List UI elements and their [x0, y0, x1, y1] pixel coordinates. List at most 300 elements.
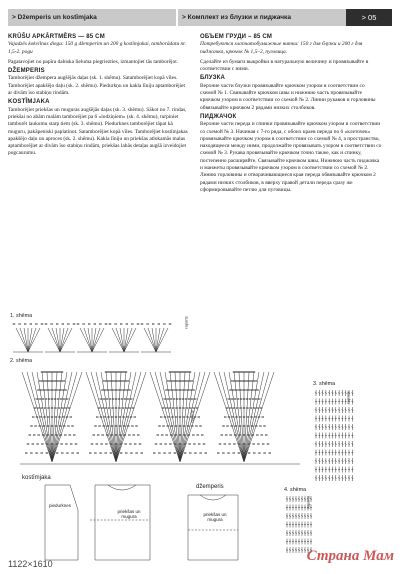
chain-mark	[147, 323, 149, 324]
chain-mark	[168, 389, 170, 390]
stitch-cross	[335, 393, 337, 394]
stitch-cross	[328, 418, 330, 419]
stitch-cross	[348, 427, 350, 428]
stitch-cross	[301, 533, 303, 534]
chain-mark	[44, 380, 46, 381]
chain-mark	[232, 416, 234, 417]
chain-mark	[177, 380, 179, 381]
header-left-title: > Džemperis un kostīmjaka	[8, 9, 176, 26]
chain-mark	[63, 398, 65, 399]
stitch-cross	[315, 427, 317, 428]
scheme1-label: 1. shēma	[10, 313, 33, 319]
chain-mark	[128, 389, 130, 390]
chain-mark	[66, 398, 68, 399]
chain-mark	[99, 425, 101, 426]
chain-mark	[30, 425, 32, 426]
chain-mark	[65, 407, 67, 408]
stitch-cross	[318, 401, 320, 402]
stitch-cross	[332, 427, 334, 428]
stitch-cross	[332, 410, 334, 411]
scheme2-diagram	[20, 371, 300, 464]
chain-mark	[27, 443, 29, 444]
chain-mark	[54, 407, 56, 408]
stitch-cross	[325, 469, 327, 470]
scheme3-diagram	[315, 390, 353, 481]
chain-mark	[64, 389, 66, 390]
chain-mark	[256, 434, 258, 435]
chain-mark	[192, 434, 194, 435]
stitch-cross	[304, 507, 306, 508]
page-number: > 05	[346, 9, 392, 26]
chain-mark	[184, 389, 186, 390]
chain-mark	[60, 398, 62, 399]
chain-mark	[41, 452, 43, 453]
sleeve-piece	[45, 485, 78, 560]
chain-mark	[152, 323, 154, 324]
chain-mark	[224, 416, 226, 417]
stitch-cross	[304, 524, 306, 525]
chain-mark	[126, 323, 128, 324]
fan-stitch	[124, 328, 132, 352]
stitch-cross	[307, 524, 309, 525]
chain-mark	[258, 398, 260, 399]
stitch-cross	[310, 524, 312, 525]
chain-mark	[83, 323, 85, 324]
chain-mark	[125, 443, 127, 444]
stitch-cross	[322, 427, 324, 428]
chain-mark	[69, 434, 71, 435]
stitch-cross	[292, 499, 294, 500]
stitch-cross	[328, 461, 330, 462]
stitch-cross	[298, 533, 300, 534]
chain-mark	[164, 398, 166, 399]
stitch-cross	[335, 435, 337, 436]
chain-mark	[163, 425, 165, 426]
chain-mark	[241, 380, 243, 381]
stitch-cross	[341, 427, 343, 428]
stitch-cross	[335, 410, 337, 411]
chain-mark	[24, 323, 26, 324]
chain-mark	[67, 425, 69, 426]
stitch-cross	[292, 524, 294, 525]
chain-mark	[137, 434, 139, 435]
stitch-cross	[307, 516, 309, 517]
scheme4-diagram	[286, 496, 312, 553]
chain-mark	[72, 452, 74, 453]
stitch-cross	[292, 533, 294, 534]
stitch-cross	[289, 524, 291, 525]
stitch-cross	[328, 401, 330, 402]
chain-mark	[105, 407, 107, 408]
chain-mark	[141, 452, 143, 453]
chain-mark	[136, 452, 138, 453]
chain-mark	[61, 407, 63, 408]
stitch-cross	[328, 393, 330, 394]
chain-mark	[96, 443, 98, 444]
stitch-cross	[345, 427, 347, 428]
chain-mark	[41, 323, 43, 324]
stitch-cross	[315, 478, 317, 479]
stitch-cross	[322, 418, 324, 419]
chain-mark	[182, 407, 184, 408]
chain-mark	[120, 323, 122, 324]
chain-mark	[264, 452, 266, 453]
chain-mark	[163, 323, 165, 324]
stitch-cross	[310, 499, 312, 500]
chain-mark	[118, 398, 120, 399]
chain-mark	[256, 389, 258, 390]
chain-mark	[254, 416, 256, 417]
chain-mark	[193, 443, 195, 444]
stitch-cross	[325, 478, 327, 479]
stitch-cross	[318, 435, 320, 436]
chain-mark	[48, 389, 50, 390]
chain-mark	[265, 434, 267, 435]
size-heading: ОБЪЕМ ГРУДИ – 85 CM	[200, 34, 273, 40]
stitch-cross	[351, 418, 353, 419]
chain-mark	[101, 443, 103, 444]
stitch-cross	[335, 452, 337, 453]
chain-mark	[97, 434, 99, 435]
chain-mark	[62, 323, 64, 324]
stitch-cross	[322, 393, 324, 394]
chain-mark	[93, 434, 95, 435]
chain-mark	[40, 416, 42, 417]
chain-mark	[259, 425, 261, 426]
chain-mark	[48, 398, 50, 399]
chain-mark	[157, 434, 159, 435]
chain-mark	[197, 434, 199, 435]
chain-mark	[267, 443, 269, 444]
chain-mark	[73, 323, 75, 324]
chain-mark	[56, 323, 58, 324]
scheme3-label: 3. shēma	[313, 381, 336, 387]
chain-mark	[201, 434, 203, 435]
stitch-cross	[318, 427, 320, 428]
chain-mark	[248, 389, 250, 390]
chain-mark	[255, 425, 257, 426]
stitch-cross	[341, 469, 343, 470]
chain-mark	[231, 380, 233, 381]
sweater-pattern-label: džemperis	[196, 484, 224, 490]
chain-mark	[64, 434, 66, 435]
stitch-cross	[351, 393, 353, 394]
fan-stitch	[60, 328, 68, 352]
chain-mark	[193, 407, 195, 408]
stitch-cross	[341, 461, 343, 462]
chain-mark	[94, 425, 96, 426]
chain-mark	[246, 407, 248, 408]
stitch-cross	[318, 418, 320, 419]
chain-mark	[165, 443, 167, 444]
stitch-cross	[328, 444, 330, 445]
stitch-cross	[332, 452, 334, 453]
stitch-cross	[295, 550, 297, 551]
stitch-cross	[335, 469, 337, 470]
chain-mark	[126, 416, 128, 417]
stitch-cross	[301, 550, 303, 551]
chain-mark	[129, 443, 131, 444]
chain-mark	[238, 389, 240, 390]
chain-mark	[127, 398, 129, 399]
chain-mark	[130, 398, 132, 399]
stitch-cross	[338, 469, 340, 470]
stitch-cross	[301, 499, 303, 500]
image-size-watermark: 1122×1610	[8, 559, 53, 569]
chain-mark	[252, 398, 254, 399]
chain-mark	[71, 425, 73, 426]
chain-mark	[261, 434, 263, 435]
chain-mark	[182, 398, 184, 399]
chain-mark	[205, 452, 207, 453]
chain-mark	[186, 380, 188, 381]
chain-mark	[109, 323, 111, 324]
chain-mark	[191, 398, 193, 399]
chain-mark	[222, 425, 224, 426]
chain-mark	[228, 398, 230, 399]
stitch-cross	[332, 478, 334, 479]
stitch-cross	[315, 469, 317, 470]
stitch-cross	[322, 469, 324, 470]
chain-mark	[42, 380, 44, 381]
stitch-cross	[295, 507, 297, 508]
chain-mark	[240, 407, 242, 408]
chain-mark	[163, 452, 165, 453]
fan-stitch	[148, 328, 156, 352]
stitch-cross	[315, 461, 317, 462]
chain-mark	[41, 407, 43, 408]
chain-mark	[134, 443, 136, 444]
chain-mark	[49, 380, 51, 381]
stitch-cross	[318, 393, 320, 394]
stitch-cross	[338, 410, 340, 411]
chain-mark	[94, 323, 96, 324]
chain-mark	[120, 452, 122, 453]
stitch-cross	[322, 478, 324, 479]
stitch-cross	[325, 401, 327, 402]
chain-mark	[73, 434, 75, 435]
stitch-cross	[348, 401, 350, 402]
stitch-cross	[325, 410, 327, 411]
stitch-cross	[338, 401, 340, 402]
stitch-cross	[307, 499, 309, 500]
stitch-cross	[304, 499, 306, 500]
chain-mark	[198, 416, 200, 417]
stitch-cross	[335, 427, 337, 428]
fan-stitch	[156, 328, 164, 352]
stitch-cross	[341, 410, 343, 411]
chain-mark	[118, 407, 120, 408]
chain-mark	[122, 380, 124, 381]
stitch-cross	[315, 435, 317, 436]
stitch-cross	[315, 444, 317, 445]
chain-mark	[101, 407, 103, 408]
stitch-cross	[307, 541, 309, 542]
fan-stitch	[28, 328, 36, 352]
stitch-cross	[335, 461, 337, 462]
chain-mark	[58, 380, 60, 381]
stitch-cross	[304, 516, 306, 517]
sleeve-label: piedurknes	[48, 503, 71, 508]
chain-mark	[104, 389, 106, 390]
stitch-cross	[286, 541, 288, 542]
chain-mark	[56, 452, 58, 453]
chain-mark	[106, 380, 108, 381]
stitch-cross	[351, 435, 353, 436]
stitch-cross	[325, 418, 327, 419]
chain-mark	[255, 398, 257, 399]
chain-mark	[102, 434, 104, 435]
chain-mark	[194, 398, 196, 399]
chain-mark	[134, 416, 136, 417]
stitch-cross	[292, 507, 294, 508]
front-back-piece	[95, 485, 150, 560]
chain-mark	[200, 452, 202, 453]
stitch-cross	[322, 461, 324, 462]
chain-mark	[248, 452, 250, 453]
chain-mark	[125, 407, 127, 408]
chain-mark	[37, 443, 39, 444]
chain-mark	[99, 452, 101, 453]
chain-mark	[133, 434, 135, 435]
chain-mark	[39, 380, 41, 381]
chain-mark	[88, 323, 90, 324]
stitch-cross	[351, 427, 353, 428]
stitch-cross	[286, 516, 288, 517]
chain-mark	[125, 452, 127, 453]
sweater-heading: DŽEMPERIS	[8, 68, 45, 75]
stitch-cross	[348, 418, 350, 419]
front-back-label: priekšas un mugura	[117, 509, 141, 519]
stitch-cross	[307, 533, 309, 534]
stitch-cross	[332, 469, 334, 470]
chain-mark	[32, 416, 34, 417]
stitch-cross	[322, 435, 324, 436]
scheme1-diagram	[13, 323, 171, 352]
site-logo: Страна Мам	[306, 548, 394, 564]
chain-mark	[99, 323, 101, 324]
stitch-cross	[351, 410, 353, 411]
chain-mark	[135, 425, 137, 426]
stitch-cross	[286, 550, 288, 551]
stitch-cross	[322, 444, 324, 445]
chain-mark	[127, 425, 129, 426]
chain-mark	[60, 380, 62, 381]
chain-mark	[166, 434, 168, 435]
chain-mark	[167, 398, 169, 399]
stitch-cross	[335, 444, 337, 445]
stitch-cross	[318, 444, 320, 445]
chain-mark	[169, 323, 171, 324]
jacket-text: Tamborējiet priekšas un muguras augšējās daļas (sk. 3. shēmu). Sākot no 7. rindas, priekšai no abām malām tamborējiet pa 6 «lodziņiem» (sk. 4. shēmu), turpiniet tamborēt laukumu starp tiem (sk. 3. shēmu). Piedurknes tamborējiet tāpat kā muguru, pakāpeniski paplatinot. Satamborējiet kopā vīles. Tamborējiet kostīmjakas apakšējo daļu un aproces (sk. 2. shēmu). Kakla līniju un priekšas atlokamās malas aptamborējiet ar divām īso stabiņu rindām, priekšas labās detaļas augšā izveidojiet pogcaurumu.	[8, 106, 188, 157]
chain-mark	[229, 407, 231, 408]
stitch-cross	[289, 499, 291, 500]
stitch-cross	[292, 550, 294, 551]
stitch-cross	[345, 461, 347, 462]
chain-mark	[167, 380, 169, 381]
chain-mark	[219, 443, 221, 444]
chain-mark	[229, 389, 231, 390]
stitch-cross	[292, 516, 294, 517]
chain-mark	[56, 389, 58, 390]
chain-mark	[176, 407, 178, 408]
chain-mark	[53, 380, 55, 381]
stitch-cross	[338, 461, 340, 462]
chain-mark	[91, 443, 93, 444]
chain-mark	[124, 380, 126, 381]
stitch-cross	[332, 418, 334, 419]
chain-mark	[262, 416, 264, 417]
chain-mark	[269, 452, 271, 453]
chain-mark	[112, 398, 114, 399]
chain-mark	[250, 380, 252, 381]
chain-mark	[255, 380, 257, 381]
stitch-cross	[318, 461, 320, 462]
chain-mark	[158, 425, 160, 426]
stitch-cross	[348, 435, 350, 436]
stitch-cross	[328, 427, 330, 428]
chain-mark	[62, 416, 64, 417]
stitch-cross	[298, 516, 300, 517]
chain-mark	[174, 452, 176, 453]
chain-mark	[172, 380, 174, 381]
chain-mark	[55, 416, 57, 417]
chain-mark	[155, 443, 157, 444]
stitch-cross	[351, 401, 353, 402]
chain-mark	[239, 416, 241, 417]
chain-mark	[70, 443, 72, 444]
chain-mark	[131, 425, 133, 426]
chain-mark	[35, 323, 37, 324]
chain-mark	[183, 416, 185, 417]
stitch-cross	[325, 435, 327, 436]
chain-mark	[61, 452, 63, 453]
chain-mark	[32, 443, 34, 444]
stitch-cross	[318, 469, 320, 470]
chain-mark	[245, 380, 247, 381]
stitch-cross	[298, 499, 300, 500]
chain-mark	[39, 398, 41, 399]
stitch-cross	[295, 541, 297, 542]
chain-mark	[120, 389, 122, 390]
chain-mark	[176, 398, 178, 399]
chain-mark	[181, 380, 183, 381]
stitch-cross	[325, 444, 327, 445]
chain-mark	[94, 452, 96, 453]
chain-mark	[38, 434, 40, 435]
stitch-cross	[332, 393, 334, 394]
chain-mark	[227, 425, 229, 426]
stitch-cross	[315, 418, 317, 419]
chain-mark	[165, 389, 167, 390]
stitch-cross	[289, 541, 291, 542]
chain-mark	[238, 452, 240, 453]
stitch-cross	[289, 516, 291, 517]
sweater-front-back-piece	[188, 495, 238, 560]
chain-mark	[110, 452, 112, 453]
chain-mark	[227, 452, 229, 453]
stitch-cross	[351, 469, 353, 470]
chain-mark	[110, 389, 112, 390]
chain-mark	[182, 389, 184, 390]
stitch-cross	[351, 478, 353, 479]
chain-mark	[63, 380, 65, 381]
stitch-cross	[304, 533, 306, 534]
chain-mark	[189, 452, 191, 453]
chain-mark	[160, 443, 162, 444]
stitch-cross	[328, 452, 330, 453]
raport-label-4: raports	[305, 496, 311, 509]
